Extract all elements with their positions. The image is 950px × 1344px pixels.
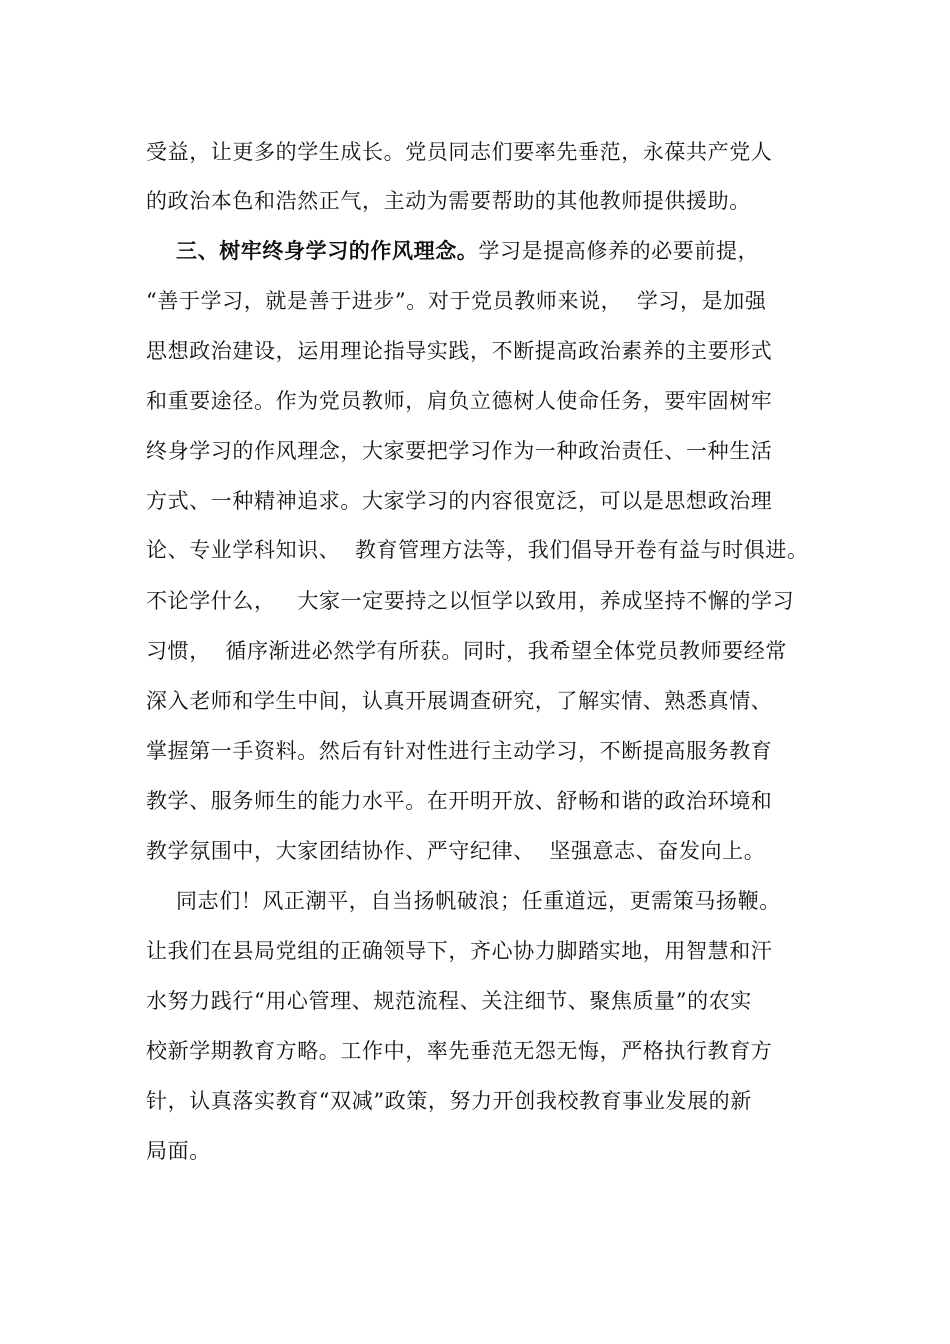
paragraph-line: 让我们在县局党组的正确领导下，齐心协力脚踏实地，用智慧和汗 — [146, 939, 773, 963]
paragraph-line: 受益，让更多的学生成长。党员同志们要率先垂范，永葆共产党人 — [146, 140, 773, 164]
paragraph-line: 校新学期教育方略。工作中，率先垂范无怨无悔，严格执行教育方 — [146, 1039, 773, 1063]
paragraph-line: 局面。 — [146, 1139, 211, 1163]
paragraph-line: 思想政治建设，运用理论指导实践，不断提高政治素养的主要形式 — [146, 339, 773, 363]
section-heading-line — [176, 238, 759, 264]
paragraph-line: 水努力践行“用心管理、规范流程、关注细节、聚焦质量”的农实 — [146, 989, 752, 1013]
paragraph-line: 教学、服务师生的能力水平。在开明开放、舒畅和谐的政治环境和 — [146, 789, 773, 813]
paragraph-line: 不论学什么， 大家一定要持之以恒学以致用，养成坚持不懈的学习 — [146, 589, 795, 613]
paragraph-line: 论、专业学科知识、 教育管理方法等，我们倡导开卷有益与时俱进。 — [146, 538, 809, 562]
paragraph-line: 教学氛围中，大家团结协作、严守纪律、 坚强意志、奋发向上。 — [146, 839, 766, 863]
paragraph-line: “善于学习，就是善于进步”。对于党员教师来说， 学习，是加强 — [146, 289, 767, 313]
paragraph-line: 方式、一种精神追求。大家学习的内容很宽泛，可以是思想政治理 — [146, 489, 773, 513]
paragraph-line: 和重要途径。作为党员教师，肩负立德树人使命任务，要牢固树牢 — [146, 389, 773, 413]
paragraph-line: 终身学习的作风理念，大家要把学习作为一种政治责任、一种生活 — [146, 439, 773, 463]
heading-line-rest: 学习是提高修养的必要前提， — [478, 239, 760, 263]
paragraph-line: 习惯， 循序渐进必然学有所获。同时，我希望全体党员教师要经常 — [146, 639, 787, 663]
section-heading: 三、树牢终身学习的作风理念。 — [176, 238, 479, 263]
paragraph-line: 的政治本色和浩然正气，主动为需要帮助的其他教师提供援助。 — [146, 189, 751, 213]
paragraph-line: 同志们！风正潮平，自当扬帆破浪；任重道远，更需策马扬鞭。 — [176, 889, 781, 913]
paragraph-line: 针，认真落实教育“双减”政策，努力开创我校教育事业发展的新 — [146, 1089, 752, 1113]
paragraph-line: 掌握第一手资料。然后有针对性进行主动学习，不断提高服务教育 — [146, 739, 773, 763]
paragraph-line: 深入老师和学生中间，认真开展调查研究，了解实情、熟悉真情、 — [146, 689, 773, 713]
